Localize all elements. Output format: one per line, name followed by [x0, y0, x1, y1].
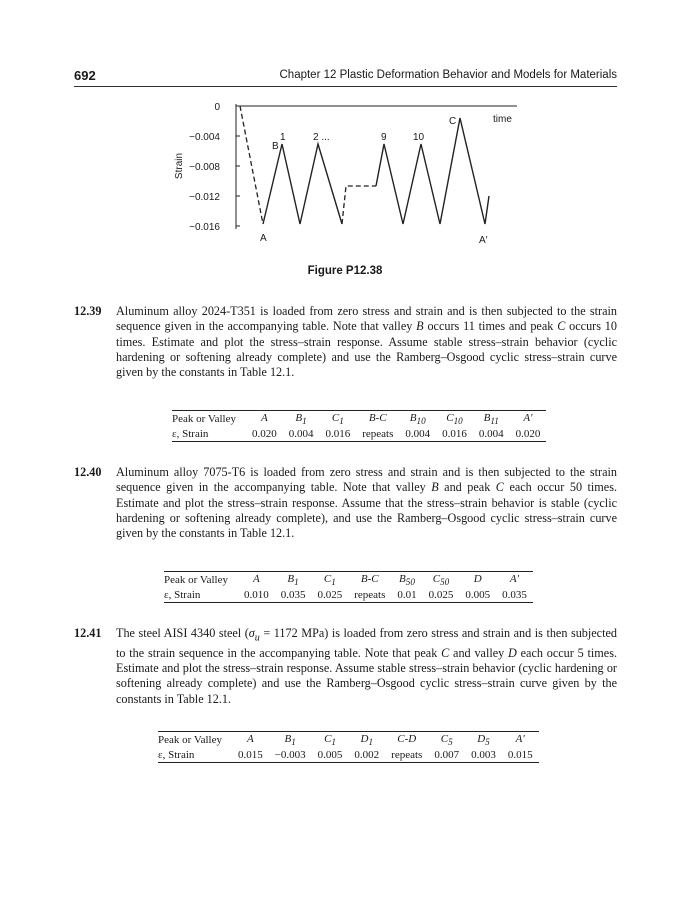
table-cell: 0.015: [237, 749, 263, 762]
initial-load-dashed-line: [240, 106, 263, 224]
table-header-cell: $C_1$: [331, 412, 344, 427]
table-cell: 0.005: [465, 589, 491, 602]
table-row-label: Peak or Valley: [164, 574, 228, 587]
table-cell: 0.025: [428, 589, 454, 602]
table-cell: −0.003: [274, 749, 306, 762]
table-header-cell: D: [473, 573, 482, 585]
point-label-a: A: [260, 233, 267, 244]
table-cell: 0.005: [317, 749, 343, 762]
table-cell: 0.004: [288, 428, 314, 441]
table-header-cell: $C_5$: [440, 733, 453, 748]
time-label: time: [493, 114, 512, 125]
problem-number: 12.41: [74, 626, 102, 640]
cycle-label-2: 2 ...: [313, 132, 330, 143]
chapter-title: Chapter 12 Plastic Deformation Behavior and Models for Materials: [279, 69, 617, 81]
strain-path-cycles-1-2: [263, 144, 342, 224]
table-cell: 0.015: [507, 749, 533, 762]
table-row-label: ε, Strain: [158, 749, 195, 762]
running-header: [74, 68, 617, 84]
strain-table-12-39: [172, 410, 546, 442]
table-header-cell: $B_{11}$: [483, 412, 499, 427]
table-header-cell: A: [246, 733, 254, 745]
omitted-cycles-dashed-line: [342, 186, 376, 224]
table-cell: 0.003: [471, 749, 496, 762]
cycle-label-9: 9: [381, 132, 387, 143]
cycle-label-10: 10: [413, 132, 425, 143]
problem-text: The steel AISI 4340 steel ($\sigma_u = 1172$ MPa) is loaded from zero stress and strain and is then subjected to the strain sequence in the accompanying table. Note that peak C and valley D each occur 5 times. Estimate and plot the stress–strain response. Assume stable stress–strain behavior (cyclic hardening or softening already complete) and use the Ramberg–Osgood cyclic stress–strain curve given by the constants in Table 12.1.: [116, 626, 617, 706]
table-header-cell: $B_{10}$: [409, 412, 426, 427]
table-header-cell: A′: [523, 412, 533, 424]
point-label-c: C: [449, 116, 457, 127]
y-tick-label: −0.004: [189, 132, 220, 143]
table-header-cell: $C_{50}$: [432, 573, 450, 588]
table-header-cell: $C_1$: [324, 733, 336, 748]
table-cell: repeats: [362, 428, 394, 441]
table-header-cell: C-D: [397, 733, 417, 745]
table-header-cell: A: [252, 573, 260, 585]
strain-table-12-41: [158, 731, 539, 763]
table-row-label: Peak or Valley: [158, 734, 222, 747]
table-cell: 0.035: [280, 589, 306, 602]
problem-text: Aluminum alloy 7075-T6 is loaded from zero stress and strain and is then subjected to the strain sequence given in the accompanying table. Note that valley B and peak C each occur 50 times. Estimate and plot the stress–strain response. Assume that the stress–strain behavior is stable (cyclic hardening or softening already complete), and use the Ramberg–Osgood cyclic stress–strain curve given by the constants in Table 12.1.: [116, 465, 617, 541]
table-row-label: ε, Strain: [172, 428, 209, 441]
table-header-cell: $C_1$: [323, 573, 336, 588]
table-header-cell: $B_{50}$: [399, 573, 415, 588]
y-tick-label: 0: [214, 102, 220, 113]
table-cell: 0.004: [405, 428, 431, 441]
table-header-cell: B-C: [360, 573, 379, 585]
table-header-cell: A: [260, 412, 268, 424]
y-tick-label: −0.012: [189, 192, 220, 203]
strain-table-12-40: [164, 571, 533, 603]
table-header-cell: A′: [509, 573, 520, 585]
table-cell: repeats: [354, 589, 386, 602]
table-header-cell: B-C: [368, 412, 387, 424]
cycle-label-1: 1: [280, 132, 286, 143]
problem-12-40: [74, 465, 617, 541]
y-tick-label: −0.008: [189, 162, 220, 173]
point-label-b: B: [272, 141, 279, 152]
problem-number: 12.40: [74, 465, 102, 479]
y-tick-label: −0.016: [189, 222, 220, 233]
table-cell: 0.025: [317, 589, 343, 602]
problem-text: Aluminum alloy 2024-T351 is loaded from zero stress and strain and is then subjected to the strain sequence given in the accompanying table. Note that valley B occurs 11 times and peak C occurs 10 times. Estimate and plot the stress–strain response. Assume stable stress–strain behavior (cyclic hardening or softening already complete) and use the Ramberg–Osgood cyclic stress–strain curve given by the constants in Table 12.1.: [116, 304, 617, 380]
table-row-label: ε, Strain: [164, 589, 201, 602]
table-cell: 0.004: [478, 428, 504, 441]
problem-12-41: [74, 626, 617, 707]
table-row-label: Peak or Valley: [172, 413, 236, 426]
strain-path-cycles-9-10: [376, 118, 489, 224]
header-rule: [74, 86, 617, 87]
problem-12-39: [74, 304, 617, 380]
figure-caption: Figure P12.38: [307, 265, 383, 277]
table-cell: 0.007: [434, 749, 460, 762]
table-cell: 0.002: [354, 749, 380, 762]
table-cell: 0.010: [243, 589, 269, 602]
table-cell: repeats: [391, 749, 423, 762]
table-header-cell: $D_5$: [477, 733, 490, 748]
table-cell: 0.020: [251, 428, 277, 441]
table-header-cell: $D_1$: [360, 733, 374, 748]
table-cell: 0.016: [325, 428, 351, 441]
table-header-cell: $C_{10}$: [446, 412, 463, 427]
table-header-cell: $B_1$: [284, 733, 296, 748]
strain-history-figure: [160, 92, 540, 252]
table-header-cell: $B_1$: [287, 573, 299, 588]
page-number: 692: [74, 68, 96, 83]
table-cell: 0.035: [502, 589, 527, 602]
y-axis-label: Strain: [174, 152, 185, 180]
table-header-cell: A′: [515, 733, 525, 745]
point-label-a-prime: A′: [479, 235, 488, 246]
problem-number: 12.39: [74, 304, 102, 318]
table-cell: 0.020: [515, 428, 541, 441]
table-cell: 0.01: [397, 589, 417, 602]
table-cell: 0.016: [442, 428, 467, 441]
table-header-cell: $B_1$: [295, 412, 307, 427]
